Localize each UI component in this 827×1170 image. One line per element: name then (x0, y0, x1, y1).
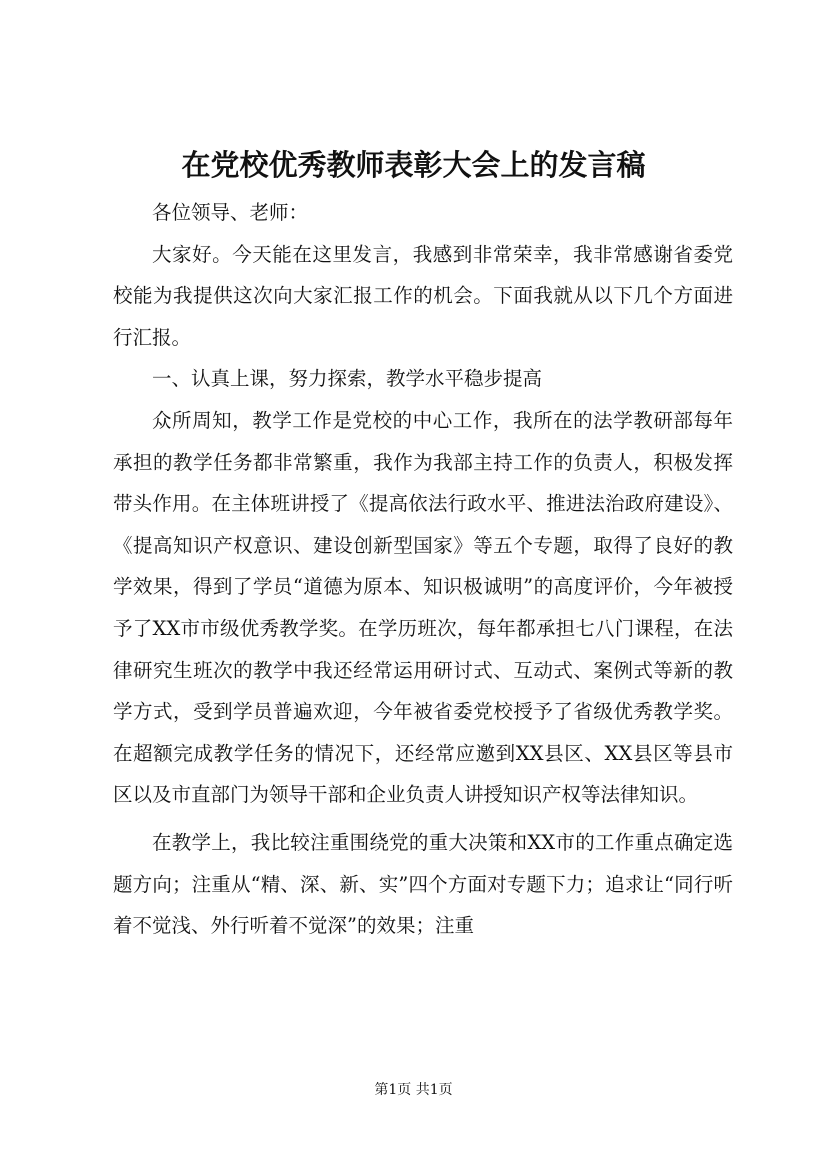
teaching-paragraph: 众所周知，教学工作是党校的中心工作，我所在的法学教研部每年承担的教学任务都非常繁重，我作为我部主持工作的负责人，积极发挥带头作用。在主体班讲授了《提高依法行政水平、推进法治政府建设》、《提高知识产权意识、建设创新型国家》等五个专题，取得了良好的教学效果，得到了学员“道德为原本、知识极诚明”的高度评价，今年被授予了XX市市级优秀教学奖。在学历班次，每年都承担七八门课程，在法律研究生班次的教学中我还经常运用研讨式、互动式、案例式等新的教学方式，受到学员普遍欢迎，今年被省委党校授予了省级优秀教学奖。在超额完成教学任务的情况下，还经常应邀到XX县区、XX县区等县市区以及市直部门为领导干部和企业负责人讲授知识产权等法律知识。 (113, 408, 733, 807)
teaching-focus-paragraph: 在教学上，我比较注重围绕党的重大决策和XX市的工作重点确定选题方向；注重从“精、深、新、实”四个方面对专题下力；追求让“同行听着不觉浅、外行听着不觉深”的效果；注重 (113, 830, 733, 938)
section-heading: 一、认真上课，努力探索，教学水平稳步提高 (152, 367, 543, 391)
salutation-paragraph: 各位领导、老师： (152, 201, 309, 224)
document-body (113, 192, 733, 947)
document-title: 在党校优秀教师表彰大会上的发言稿 (181, 148, 646, 182)
page-footer: 第1页 共1页 (374, 1082, 453, 1098)
greeting-paragraph: 大家好。今天能在这里发言，我感到非常荣幸，我非常感谢省委党校能为我提供这次向大家汇报工作的机会。下面我就从以下几个方面进行汇报。 (113, 242, 733, 349)
